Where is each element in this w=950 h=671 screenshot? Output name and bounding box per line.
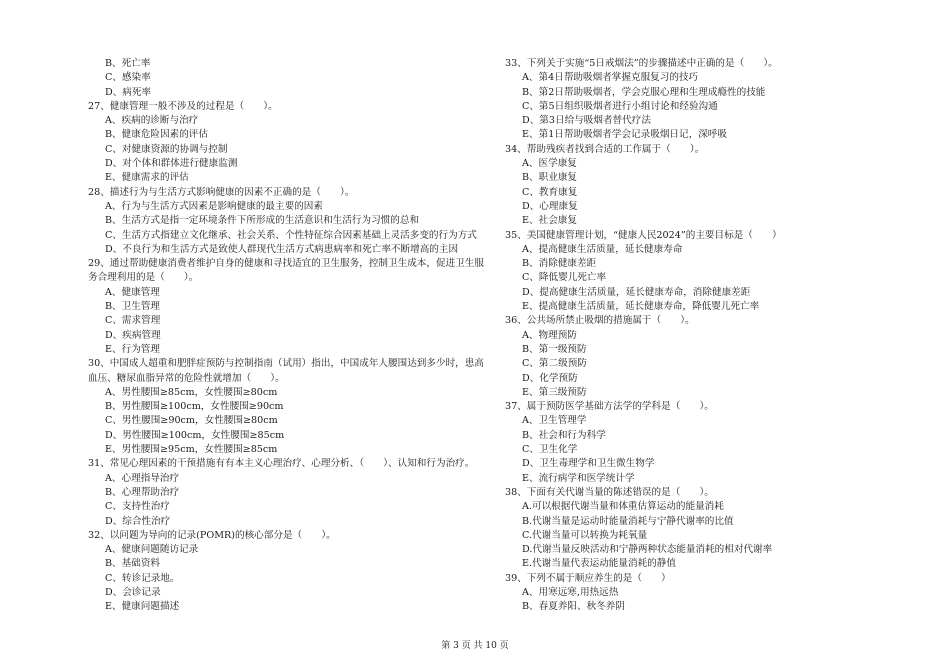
question-text: 31、常见心理因素的干预措施有有本主义心理治疗、心理分析、（ ）、认知和行为治疗。	[88, 458, 475, 470]
question-text: 务合理利用的是（ ）。	[88, 272, 199, 284]
option-text: A、心理指导治疗	[105, 472, 180, 484]
option-text: A、行为与生活方式因素是影响健康的最主要的因素	[105, 200, 323, 212]
question-text: 32、以问题为导向的记录(POMR)的核心部分是（ ）。	[88, 529, 336, 541]
question-text: 30、中国成人超重和肥胖症预防与控制指南（试用）指出，中国成年人腰围达到多少时，患高	[88, 358, 484, 370]
page-footer: 第 3 页 共 10 页	[441, 641, 509, 651]
option-text: E、社会康复	[522, 215, 577, 227]
option-text: B、春夏养阳、秋冬养阴	[522, 601, 625, 613]
question-text: 37、属于预防医学基础方法学的学科是（ ）。	[505, 401, 714, 413]
option-text: A.可以根据代谢当量和体重估算运动的能量消耗	[522, 501, 724, 513]
question-text: 27、健康管理一般不涉及的过程是（ ）。	[88, 100, 278, 112]
option-text: A、医学康复	[522, 158, 577, 170]
option-text: C、转诊记录地。	[105, 572, 180, 584]
option-text: D、男性腰围≥100cm，女性腰围≥85cm	[105, 429, 285, 441]
option-text: D、不良行为和生活方式是致使人群现代生活方式病患病率和死亡率不断增高的主因	[105, 243, 459, 255]
option-text: D、对个体和群体进行健康监测	[105, 158, 238, 170]
option-text: A、提高健康生活质量，延长健康寿命	[522, 243, 683, 255]
option-text: E、流行病学和医学统计学	[522, 472, 635, 484]
option-text: C、第5日组织吸烟者进行小组讨论和经验沟通	[522, 100, 718, 112]
option-text: C、对健康资源的协调与控制	[105, 143, 228, 155]
option-text: C、生活方式指建立文化继承、社会关系、个性特征综合因素基础上灵活多变的行为方式	[105, 229, 477, 241]
option-text: C、需求管理	[105, 315, 161, 327]
option-text: B、第2日帮助吸烟者，学会克服心理和生理成瘾性的技能	[522, 86, 766, 98]
option-text: B.代谢当量是运动时能量消耗与宁静代谢率的比值	[522, 515, 734, 527]
question-text: 36、公共场所禁止吸烟的措施属于（ ）。	[505, 315, 695, 327]
option-text: D、第3日给与吸烟者替代疗法	[522, 115, 651, 127]
option-text: B、第一级预防	[522, 343, 587, 355]
option-text: B、死亡率	[105, 58, 151, 69]
option-text: D、综合性治疗	[105, 515, 171, 527]
left-column	[88, 57, 488, 615]
question-text: 38、下面有关代谢当量的陈述错误的是（ ）。	[505, 486, 714, 498]
option-text: E、第1日帮助吸烟者学会记录吸烟日记，深呼吸	[522, 129, 727, 141]
option-text: B、生活方式是指一定环境条件下所形成的生活意识和生活行为习惯的总和	[105, 215, 420, 227]
option-text: E、男性腰围≥95cm，女性腰围≥85cm	[105, 444, 278, 456]
option-text: C、男性腰围≥90cm，女性腰围≥80cm	[105, 415, 278, 427]
option-text: A、疾病的诊断与治疗	[105, 115, 199, 127]
option-text: A、男性腰围≥85cm，女性腰围≥80cm	[105, 386, 278, 398]
option-text: C.代谢当量可以转换为耗氧量	[522, 529, 648, 541]
option-text: B、社会和行为科学	[522, 429, 606, 441]
option-text: A、用寒远寒,用热远热	[522, 586, 619, 598]
option-text: A、第4日帮助吸烟者掌握克服复习的技巧	[522, 72, 699, 84]
option-text: B、心理帮助治疗	[105, 486, 180, 498]
option-text: C、感染率	[105, 72, 151, 84]
option-text: E、行为管理	[105, 343, 160, 355]
option-text: E、健康需求的评估	[105, 172, 189, 184]
option-text: D、化学预防	[522, 372, 578, 384]
option-text: B、男性腰围≥100cm，女性腰围≥90cm	[105, 401, 284, 413]
option-text: B、卫生管理	[105, 301, 161, 313]
option-text: A、健康管理	[105, 286, 160, 298]
option-text: C、卫生化学	[522, 444, 578, 456]
option-text: E、健康问题描述	[105, 601, 180, 613]
option-text: E、提高健康生活质量，延长健康寿命，降低婴儿死亡率	[522, 301, 760, 313]
option-text: E、第三级预防	[522, 386, 587, 398]
option-text: E.代谢当量代表运动能量消耗的静值	[522, 558, 676, 570]
question-text: 29、通过帮助健康消费者维护自身的健康和寻找适宜的卫生服务，控制卫生成本，促进卫生服	[88, 258, 484, 270]
option-text: D、心理康复	[522, 200, 578, 212]
option-text: D.代谢当量反映活动和宁静两种状态能量消耗的相对代谢率	[522, 544, 773, 556]
option-text: D、提高健康生活质量，延长健康寿命，消除健康差距	[522, 286, 751, 298]
option-text: B、基础资料	[105, 558, 161, 570]
option-text: C、降低婴儿死亡率	[522, 272, 607, 284]
right-column	[505, 57, 905, 615]
option-text: D、会诊记录	[105, 586, 161, 598]
option-text: A、健康问题随访记录	[105, 544, 199, 556]
option-text: B、职业康复	[522, 172, 578, 184]
option-text: C、支持性治疗	[105, 501, 170, 513]
question-text: 血压、糖尿血脂异常的危险性就增加（ ）。	[88, 372, 285, 384]
question-text: 28、描述行为与生活方式影响健康的因素不正确的是（ ）。	[88, 186, 355, 198]
option-text: B、健康危险因素的评估	[105, 129, 208, 141]
option-text: D、卫生毒理学和卫生微生物学	[522, 458, 655, 470]
question-text: 35、美国健康管理计划，“健康人民2024”的主要目标是（ ）	[505, 229, 782, 241]
question-text: 39、下列不属于顺应养生的是（ ）	[505, 572, 671, 584]
option-text: C、第二级预防	[522, 358, 587, 370]
option-text: A、卫生管理学	[522, 415, 587, 427]
option-text: D、病死率	[105, 86, 152, 98]
question-text: 34、帮助残疾者找到合适的工作属于（ ）。	[505, 143, 705, 155]
option-text: A、物理预防	[522, 329, 577, 341]
option-text: D、疾病管理	[105, 329, 161, 341]
question-text: 33、下列关于实施“5日戒烟法”的步骤描述中正确的是（ ）。	[505, 58, 778, 69]
option-text: B、消除健康差距	[522, 258, 597, 270]
option-text: C、教育康复	[522, 186, 578, 198]
